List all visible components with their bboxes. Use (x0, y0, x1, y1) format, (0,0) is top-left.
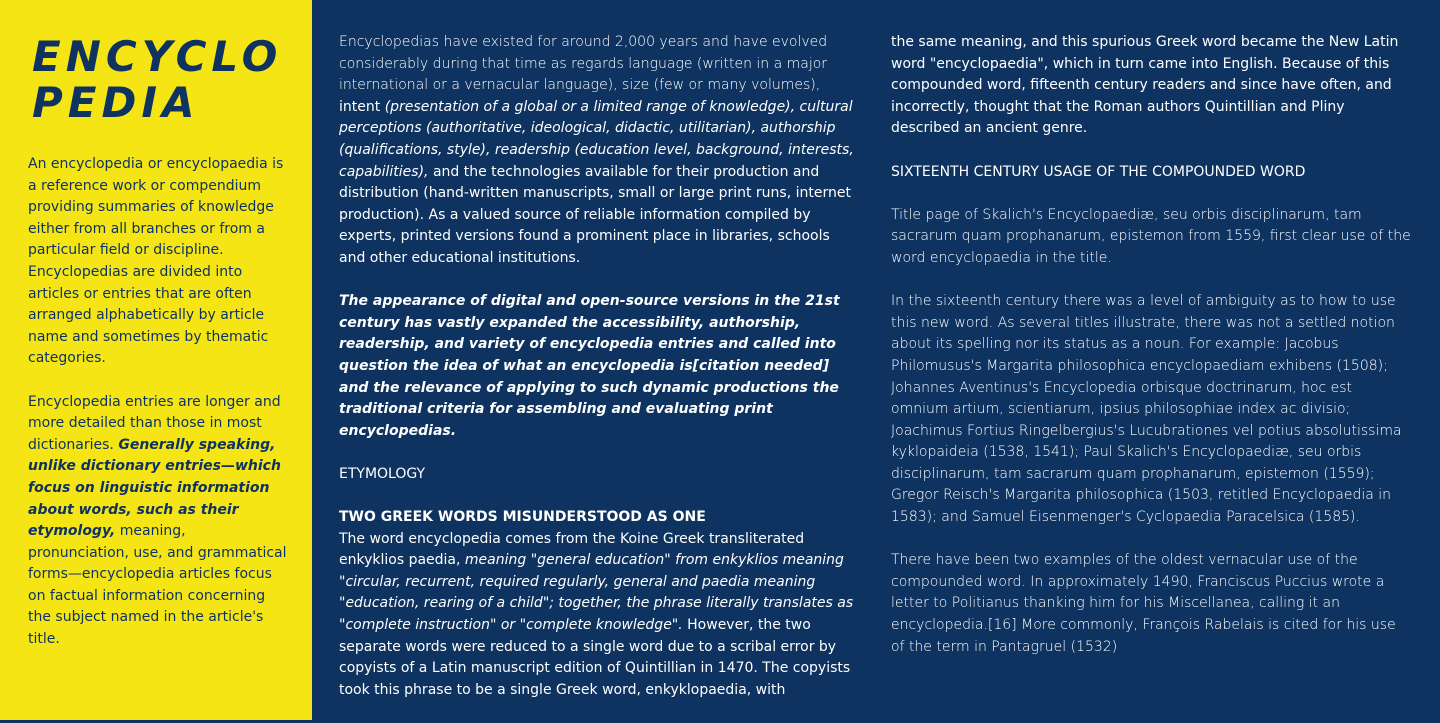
col1-paragraph-3 (339, 529, 859, 702)
col2-paragraph-2: Title page of Skalich's Encyclopaediæ, seu orbis disciplinarum, tam sacrarum quam prophanarum, epistemon from 1559, first clear use of the word encyclopaedia in the title. (891, 206, 1411, 266)
page-title (32, 34, 290, 126)
col1-paragraph-2 (339, 291, 859, 442)
col2-paragraph-1: the same meaning, and this spurious Greek word became the New Latin word "encyclopaedia", which in turn came into English. Because of this compounded word, fifteenth century readers and since have often, and incorrectly, thought that the Roman authors Quintillian and Pliny described an ancient genre. (891, 34, 1399, 137)
sidebar-paragraph-2 (28, 392, 290, 651)
para2-start: Encyclopedia entries are longer and more detailed than those in most dictionaries. (28, 393, 281, 453)
col1-paragraph-1 (339, 32, 859, 270)
col1-p1-a: Encyclopedias have existed for around 2,000 years and have evolved considerably during that time as regards language (written in a major international or a vernacular language), size (few or many volumes), (339, 34, 828, 94)
col1-p1-b: intent (339, 98, 385, 115)
col1-p2-text: The appearance of digital and open-source versions in the 21st century has vastly expanded the accessibility, authorship, readership, and variety of encyclopedia entries and called into question the idea of what an encyclopedia is[citation needed] and the relevance of applying to such dynamic productions the traditional criteria for assembling and evaluating print encyclopedias. (339, 293, 840, 439)
column-1 (339, 32, 859, 723)
heading-sixteenth-century: SIXTEENTH CENTURY USAGE OF THE COMPOUNDED WORD (891, 163, 1306, 180)
col1-p3-a: The word encyclopedia comes from the Koine Greek transliterated enkyklios paedia, (339, 530, 805, 569)
col2-paragraph-4: There have been two examples of the oldest vernacular use of the compounded word. In approximately 1490, Franciscus Puccius wrote a letter to Politianus thanking him for his Miscellanea, calling it an encyclopedia.[16] More commonly, François Rabelais is cited for his use of the term in Pantagruel (1532) (891, 552, 1396, 655)
column-2 (891, 32, 1413, 680)
col1-p1-d: and the technologies available for their production and distribution (hand-written manuscripts, small or large print runs, internet production). As a valued source of reliable information compiled by experts, printed versions found a prominent place in libraries, schools and other educational institutions. (339, 163, 851, 266)
title-line-1: ENCYCLO (32, 32, 283, 81)
title-line-2: PEDIA (32, 78, 200, 127)
col1-p3-b: meaning "general education" from enkyklios meaning "circular, recurrent, required regularly, general and paedia meaning "education, rearing of a child"; together, the phrase literally translates as "complete instruction" or "complete knowledge". (339, 552, 854, 634)
col1-p3-c: However, the two separate words were reduced to a single word due to a scribal error by copyists of a Latin manuscript edition of Quintillian in 1470. The copyists took this phrase to be a single Greek word, enkyklopaedia, with (339, 617, 851, 698)
para2-rest: meaning, pronunciation, use, and grammatical forms—encyclopedia articles focus on factual information concerning the subject named in the article's title. (28, 523, 287, 648)
heading-etymology: ETYMOLOGY (339, 465, 426, 482)
intro-paragraph: An encyclopedia or encyclopaedia is a reference work or compendium providing summaries of knowledge either from all branches or from a particular field or discipline. Encyclopedias are divided into articles or entries that are often arranged alphabetically by article name and sometimes by thematic categories. (28, 156, 284, 367)
col2-paragraph-3: In the sixteenth century there was a level of ambiguity as to how to use this new word. As several titles illustrate, there was not a settled notion about its spelling nor its status as a noun. For example: Jacobus Philomusus's Margarita philosophica encyclopaediam exhibens (1508); Johannes Aventinus's Encyclopedia orbisque doctrinarum, hoc est omnium artium, scientiarum, ipsius philosophiae index ac divisio; Joachimus Fortius Ringelbergius's Lucubrationes vel potius absolutissima kyklopaideia (1538, 1541); Paul Skalich's Encyclopaediæ, seu orbis disciplinarum, tam sacrarum quam prophanarum, epistemon (1559); Gregor Reisch's Margarita philosophica (1503, retitled Encyclopaedia in 1583); and Samuel Eisenmenger's Cyclopaedia Paracelsica (1585). (891, 293, 1402, 526)
heading-two-greek-words: TWO GREEK WORDS MISUNDERSTOOD AS ONE (339, 509, 706, 526)
para2-emphasis: Generally speaking, unlike dictionary entries—which focus on linguistic information about words, such as their etymology, (28, 436, 281, 540)
sidebar-panel (0, 0, 312, 720)
col1-p1-c: (presentation of a global or a limited range of knowledge), cultural perceptions (authoritative, ideological, didactic, utilitarian), authorship (qualifications, style), readership (education level, background, interests, capabilities), (339, 98, 854, 180)
